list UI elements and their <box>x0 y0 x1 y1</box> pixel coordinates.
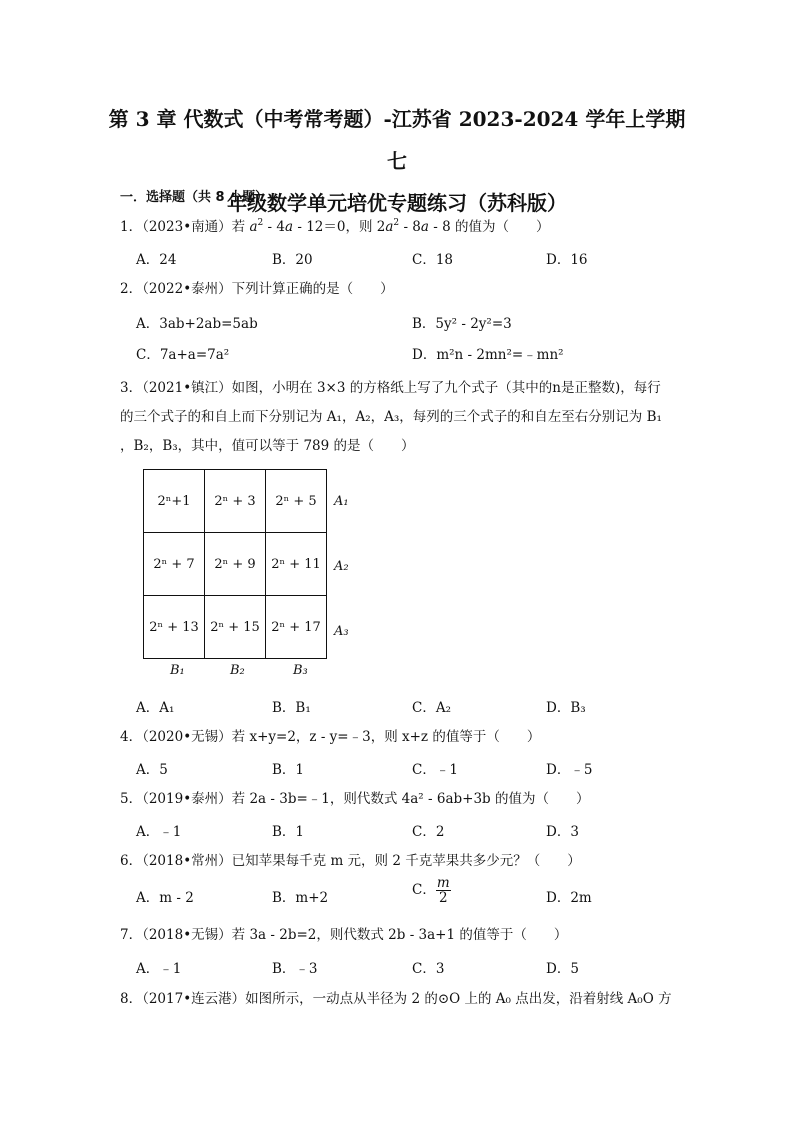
question-source: （2019•泰州） <box>142 791 232 807</box>
grid-cell: 2ⁿ + 3 <box>205 470 266 533</box>
question-7 <box>120 925 690 945</box>
question-source: （2021•镇江） <box>142 380 232 396</box>
question-3-options <box>136 696 696 716</box>
grid-cell: 2ⁿ + 5 <box>266 470 327 533</box>
question-number: 3． <box>120 380 143 396</box>
option-c[interactable]: C．2 <box>412 824 445 840</box>
option-c[interactable]: C．3 <box>412 961 445 977</box>
option-b[interactable]: B．5y² - 2y²=3 <box>412 316 512 332</box>
question-source: （2017•连云港） <box>142 991 246 1007</box>
grid-cell: 2ⁿ + 17 <box>266 596 327 659</box>
question-source: （2022•泰州） <box>142 281 232 297</box>
question-number: 6． <box>120 853 143 869</box>
row-label-a1: A₁ <box>334 494 349 509</box>
question-text: 若 3a - 2b=2，则代数式 2b - 3a+1 的值等于（ ） <box>231 927 568 943</box>
fraction: $\frac{m}{2}$ <box>436 875 450 906</box>
option-d[interactable]: D．﹣5 <box>546 762 593 778</box>
option-b[interactable]: B．1 <box>272 762 305 778</box>
title-line-1: 第 3 章 代数式（中考常考题）-江苏省 2023-2024 学年上学期七 <box>108 107 686 173</box>
col-label-b1: B₁ <box>170 663 185 678</box>
question-text: 已知苹果每千克 m 元，则 2 千克苹果共多少元？（ ） <box>231 853 581 869</box>
question-number: 4． <box>120 729 143 745</box>
option-a[interactable]: A．A₁ <box>136 700 175 716</box>
option-a[interactable]: A．3ab+2ab=5ab <box>136 316 258 332</box>
option-a[interactable]: A．5 <box>136 762 168 778</box>
question-number: 1． <box>120 219 143 235</box>
grid-row <box>144 533 327 596</box>
grid-cell: 2ⁿ + 9 <box>205 533 266 596</box>
question-text: 若 2a - 3b=﹣1，则代数式 4a² - 6ab+3b 的值为（ ） <box>231 791 590 807</box>
option-b[interactable]: B．1 <box>272 824 305 840</box>
option-a[interactable]: A．﹣1 <box>136 824 182 840</box>
question-number: 5． <box>120 791 143 807</box>
question-4 <box>120 727 690 747</box>
question-2-options-row-1 <box>136 312 696 332</box>
grid-cell: 2ⁿ + 7 <box>144 533 205 596</box>
question-source: （2023•南通） <box>142 219 232 235</box>
expression-grid <box>143 469 327 659</box>
grid-cell: 2ⁿ + 11 <box>266 533 327 596</box>
option-d[interactable]: D．16 <box>546 252 588 268</box>
option-c[interactable]: C．18 <box>412 252 454 268</box>
question-number: 2． <box>120 281 143 297</box>
option-d[interactable]: D．5 <box>546 961 579 977</box>
option-a[interactable]: A．﹣1 <box>136 961 182 977</box>
title-line-2: 年级数学单元培优专题练习（苏科版） <box>227 191 567 215</box>
question-source: （2020•无锡） <box>142 729 232 745</box>
question-text: 如图所示，一动点从半径为 2 的⊙O 上的 A₀ 点出发，沿着射线 A₀O 方 <box>245 991 672 1007</box>
col-label-b3: B₃ <box>293 663 308 678</box>
grid-cell: 2ⁿ + 15 <box>205 596 266 659</box>
option-d[interactable]: D．B₃ <box>546 700 586 716</box>
option-b[interactable]: B．m+2 <box>272 890 329 906</box>
option-c[interactable]: C． $\frac{m}{2}$ <box>412 875 450 906</box>
grid-cell: 2ⁿ+1 <box>144 470 205 533</box>
row-label-a2: A₂ <box>334 559 349 574</box>
question-text: 下列计算正确的是（ ） <box>231 281 394 297</box>
grid-row <box>144 470 327 533</box>
question-number: 7． <box>120 927 143 943</box>
question-2-options-row-2 <box>136 343 696 363</box>
question-8 <box>120 989 690 1009</box>
question-1-options <box>136 248 696 268</box>
question-3 <box>120 374 690 461</box>
question-text: 若 x+y=2，z - y=﹣3，则 x+z 的值等于（ ） <box>231 729 541 745</box>
question-text-line-2: 的三个式子的和自上而下分别记为 A₁，A₂，A₃，每列的三个式子的和自左至右分别记为 B₁ <box>120 409 662 425</box>
grid-row <box>144 596 327 659</box>
option-d[interactable]: D．m²n - 2mn²=﹣mn² <box>412 347 564 363</box>
option-b[interactable]: B．﹣3 <box>272 961 318 977</box>
section-heading: 一．选择题（共 8 小题） <box>120 190 269 205</box>
question-text-line-1: 如图，小明在 3×3 的方格纸上写了九个式子（其中的n是正整数)，每行 <box>231 380 661 396</box>
option-c[interactable]: C．A₂ <box>412 700 451 716</box>
option-d[interactable]: D．3 <box>546 824 579 840</box>
question-4-options <box>136 758 696 778</box>
question-5 <box>120 789 690 809</box>
question-source: （2018•无锡） <box>142 927 232 943</box>
option-b[interactable]: B．B₁ <box>272 700 311 716</box>
question-6-options <box>136 875 696 906</box>
question-6 <box>120 851 690 871</box>
option-a[interactable]: A．24 <box>136 252 177 268</box>
option-b[interactable]: B．20 <box>272 252 313 268</box>
question-7-options <box>136 957 696 977</box>
question-source: （2018•常州） <box>142 853 232 869</box>
page-title <box>100 98 694 224</box>
question-2 <box>120 279 690 299</box>
question-1: 1．（2023•南通）若 $a^2 - 4a - 12=0$，则 $2a^2 - 8a - 8$ 的值为（ ） <box>120 218 550 235</box>
option-c[interactable]: C．﹣1 <box>412 762 458 778</box>
option-a[interactable]: A．m - 2 <box>136 890 194 906</box>
question-5-options <box>136 820 696 840</box>
option-c[interactable]: C．7a+a=7a² <box>136 347 230 363</box>
question-number: 8． <box>120 991 143 1007</box>
grid-cell: 2ⁿ + 13 <box>144 596 205 659</box>
col-label-b2: B₂ <box>230 663 245 678</box>
row-label-a3: A₃ <box>334 624 349 639</box>
question-text-line-3: ，B₂，B₃，其中，值可以等于 789 的是（ ） <box>120 438 415 454</box>
option-d[interactable]: D．2m <box>546 890 592 906</box>
